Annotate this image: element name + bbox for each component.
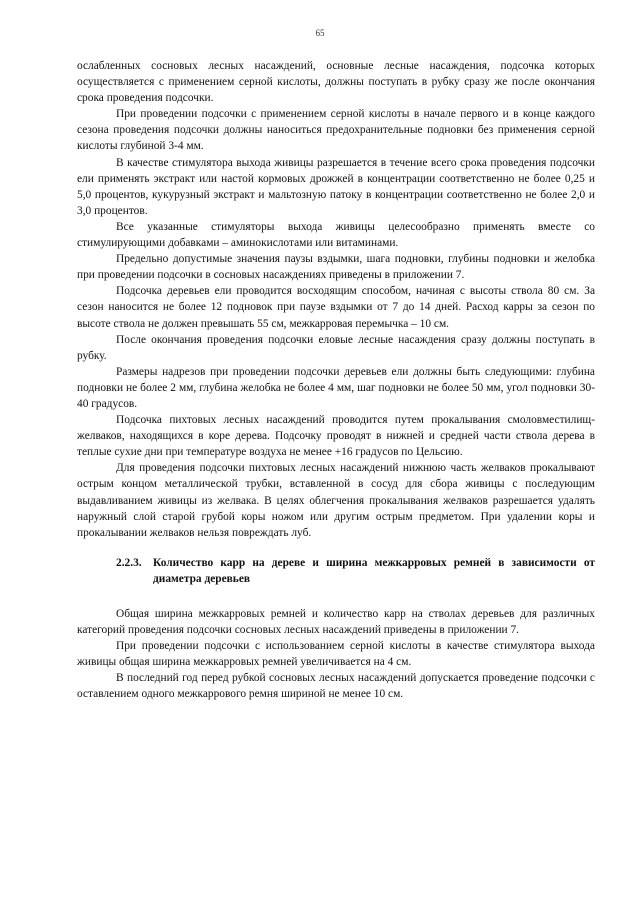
paragraph: При проведении подсочки с применением серной кислоты в начале первого и в конце каждого сезона проведения подсочки должны наноситься предохранительные подновки без применения серной кислоты глубиной 3-4 мм. — [77, 108, 595, 153]
paragraph: В последний год перед рубкой сосновых лесных насаждений допускается проведение подсочки с оставлением одного межкаррового ремня шириной не менее 10 см. — [77, 672, 595, 701]
section-number: 2.2.3. — [116, 556, 142, 569]
paragraph: Подсочка деревьев ели проводится восходящим способом, начиная с высоты ствола 80 см. За сезон наносится не более 12 подновок при паузе вздымки от 7 до 14 дней. Расход карры за сезон по высоте ствола не должен превышать 55 см, межкарровая перемычка – 10 см. — [77, 285, 595, 330]
section-heading — [77, 555, 595, 587]
paragraph: Общая ширина межкарровых ремней и количество карр на стволах деревьев для различных категорий проведения подсочки сосновых лесных насаждений приведены в приложении 7. — [77, 608, 595, 637]
paragraph: Размеры надрезов при проведении подсочки деревьев ели должны быть следующими: глубина подновки не более 2 мм, глубина желобка не более 4 мм, шаг подновки не более 50 мм, угол подновки 30-40 градусов. — [77, 365, 595, 410]
body-text — [77, 58, 595, 703]
paragraph: ослабленных сосновых лесных насаждений, основные лесные насаждения, подсочка которых осуществляется с применением серной кислоты, должны поступать в рубку сразу же после окончания срока проведения подсочки. — [77, 60, 595, 105]
paragraph: Для проведения подсочки пихтовых лесных насаждений нижнюю часть желваков прокалывают острым концом металлической трубки, вставленной в сосуд для сбора живицы с последующим выдавливанием живицы из желвака. В целях облегчения прокалывания желваков разрешается удалять наружный слой старой грубой коры ножом или другим острым предметом. При удалении коры и прокалывании желваков нельзя повреждать луб. — [77, 462, 595, 539]
paragraph: Все указанные стимуляторы выхода живицы целесообразно применять вместе со стимулирующими добавками – аминокислотами или витаминами. — [77, 220, 595, 250]
paragraph: При проведении подсочки с использованием серной кислоты в качестве стимулятора выхода живицы общая ширина межкарровых ремней увеличивается на 4 см. — [77, 640, 595, 669]
section-title: Количество карр на дереве и ширина межкарровых ремней в зависимости от диаметра деревьев — [153, 556, 595, 585]
paragraph: Предельно допустимые значения паузы вздымки, шага подновки, глубины подновки и желобка при проведении подсочки в сосновых насаждениях приведены в приложении 7. — [77, 253, 595, 282]
page-number: 65 — [315, 28, 325, 38]
paragraph: После окончания проведения подсочки еловые лесные насаждения сразу должны поступать в рубку. — [77, 333, 595, 362]
paragraph: В качестве стимулятора выхода живицы разрешается в течение всего срока проведения подсочки ели применять экстракт или настой кормовых дрожжей в концентрации соответственно не более 0,25 и 5,0 процентов, кукурузный экстракт и мальтозную патоку в концентрации соответственно не более 2,0 и 3,0 процентов. — [77, 156, 595, 217]
paragraph: Подсочка пихтовых лесных насаждений проводится путем прокалывания смоловместилищ-желваков, находящихся в коре дерева. Подсочку проводят в нижней и средней части ствола дерева в теплые сухие дни при температуре воздуха не менее +16 градусов по Цельсию. — [77, 414, 595, 459]
